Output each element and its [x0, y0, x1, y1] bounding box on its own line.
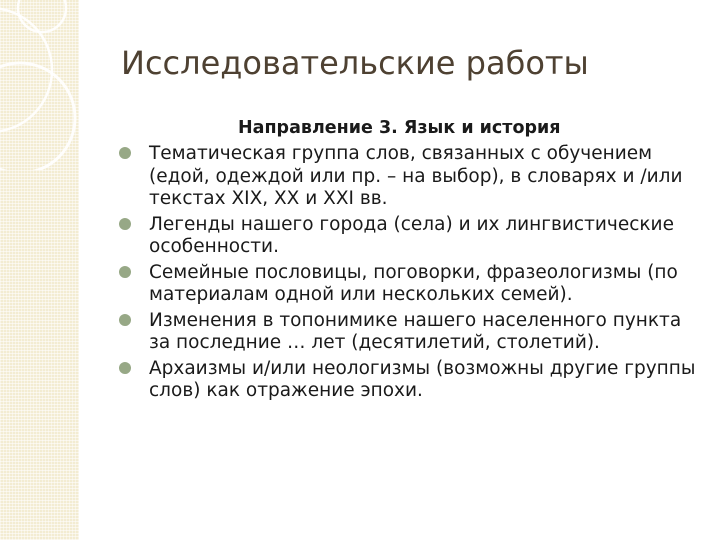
list-item: [118, 143, 708, 211]
round-bullet-icon: [118, 361, 132, 375]
research-topics-list: [118, 143, 708, 406]
circle-ornament-icon: [0, 0, 120, 170]
list-item: [118, 262, 708, 307]
list-item-text: Изменения в топонимике нашего населенного пункта за последние … лет (десятилетий, столетий).: [149, 309, 682, 353]
list-item-text: Тематическая группа слов, связанных с обучением (едой, одеждой или пр. – на выбор), в словарях и /или текстах XIX, XX и XXI вв.: [149, 143, 683, 209]
list-item-text: Семейные пословицы, поговорки, фразеологизмы (по материалам одной или нескольких семей).: [149, 261, 678, 305]
round-bullet-icon: [118, 265, 132, 279]
direction-heading: Направление 3. Язык и история: [238, 118, 561, 138]
round-bullet-icon: [118, 217, 132, 231]
list-item: [118, 310, 708, 355]
list-item: [118, 358, 708, 403]
list-item: [118, 214, 708, 259]
list-item-text: Архаизмы и/или неологизмы (возможны другие группы слов) как отражение эпохи.: [149, 357, 696, 401]
round-bullet-icon: [118, 313, 132, 327]
round-bullet-icon: [118, 146, 132, 160]
list-item-text: Легенды нашего города (села) и их лингвистические особенности.: [149, 213, 674, 257]
slide-title: Исследовательские работы: [121, 44, 589, 82]
